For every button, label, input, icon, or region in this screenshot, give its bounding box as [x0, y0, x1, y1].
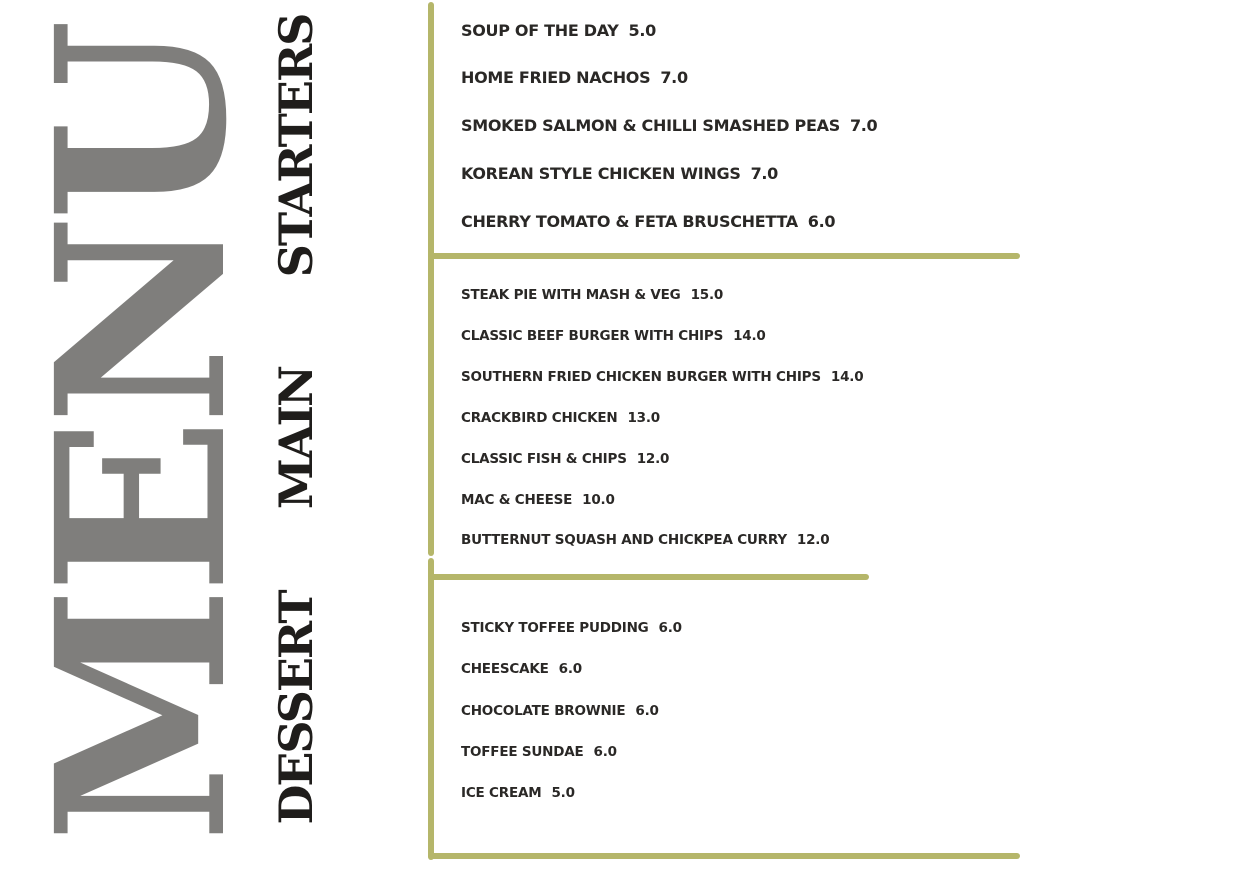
divider-vertical-top: [428, 2, 434, 556]
item-name: ICE CREAM: [461, 785, 542, 801]
item-price: 13.0: [627, 410, 660, 426]
item-price: 7.0: [750, 164, 779, 183]
item-price: 7.0: [660, 68, 688, 87]
item-name: CLASSIC BEEF BURGER WITH CHIPS: [461, 328, 724, 344]
menu-item: [461, 532, 829, 548]
item-name: MAC & CHEESE: [461, 492, 573, 508]
item-name: KOREAN STYLE CHICKEN WINGS: [461, 164, 741, 183]
menu-item: [461, 21, 656, 40]
divider-main: [428, 574, 869, 580]
section-title-dessert-text: DESSERT: [269, 591, 323, 825]
divider-dessert: [428, 853, 1020, 859]
item-name: TOFFEE SUNDAE: [461, 744, 584, 760]
item-price: 6.0: [658, 620, 682, 636]
item-price: 6.0: [593, 744, 617, 760]
item-price: 6.0: [807, 212, 836, 231]
item-name: STICKY TOFFEE PUDDING: [461, 620, 649, 636]
menu-item: [461, 620, 682, 636]
item-price: 7.0: [849, 116, 878, 135]
menu-item: [461, 661, 582, 677]
section-title-main-text: MAIN: [269, 366, 323, 510]
item-name: HOME FRIED NACHOS: [461, 68, 651, 87]
menu-item: [461, 744, 617, 760]
divider-vertical-bottom: [428, 558, 434, 860]
item-price: 5.0: [551, 785, 575, 801]
item-price: 12.0: [636, 451, 670, 467]
divider-starters: [428, 253, 1020, 259]
menu-title-text: MENU: [5, 26, 278, 844]
menu-item: [461, 212, 835, 231]
item-name: CHERRY TOMATO & FETA BRUSCHETTA: [461, 212, 798, 231]
menu-item: [461, 287, 723, 303]
menu-item: [461, 164, 778, 183]
item-name: BUTTERNUT SQUASH AND CHICKPEA CURRY: [461, 532, 787, 548]
item-price: 6.0: [558, 661, 582, 677]
item-name: SOUTHERN FRIED CHICKEN BURGER WITH CHIPS: [461, 369, 821, 385]
menu-item: [461, 369, 863, 385]
item-name: SMOKED SALMON & CHILLI SMASHED PEAS: [461, 116, 840, 135]
item-name: STEAK PIE WITH MASH & VEG: [461, 287, 681, 303]
menu-item: [461, 68, 688, 87]
item-price: 14.0: [733, 328, 766, 344]
item-name: CHOCOLATE BROWNIE: [461, 703, 626, 719]
item-name: SOUP OF THE DAY: [461, 21, 619, 40]
menu-item: [461, 785, 575, 801]
item-price: 15.0: [690, 287, 724, 303]
item-name: CRACKBIRD CHICKEN: [461, 410, 618, 426]
item-price: 10.0: [582, 492, 615, 508]
menu-item: [461, 492, 615, 508]
item-name: CLASSIC FISH & CHIPS: [461, 451, 627, 467]
item-price: 6.0: [635, 703, 659, 719]
menu-item: [461, 328, 766, 344]
item-price: 12.0: [796, 532, 830, 548]
menu-item: [461, 116, 877, 135]
item-name: CHEESCAKE: [461, 661, 549, 677]
item-price: 14.0: [830, 369, 864, 385]
menu-item: [461, 451, 669, 467]
section-title-starters-text: STARTERS: [269, 14, 323, 278]
item-price: 5.0: [628, 21, 656, 40]
menu-item: [461, 703, 659, 719]
menu-item: [461, 410, 660, 426]
